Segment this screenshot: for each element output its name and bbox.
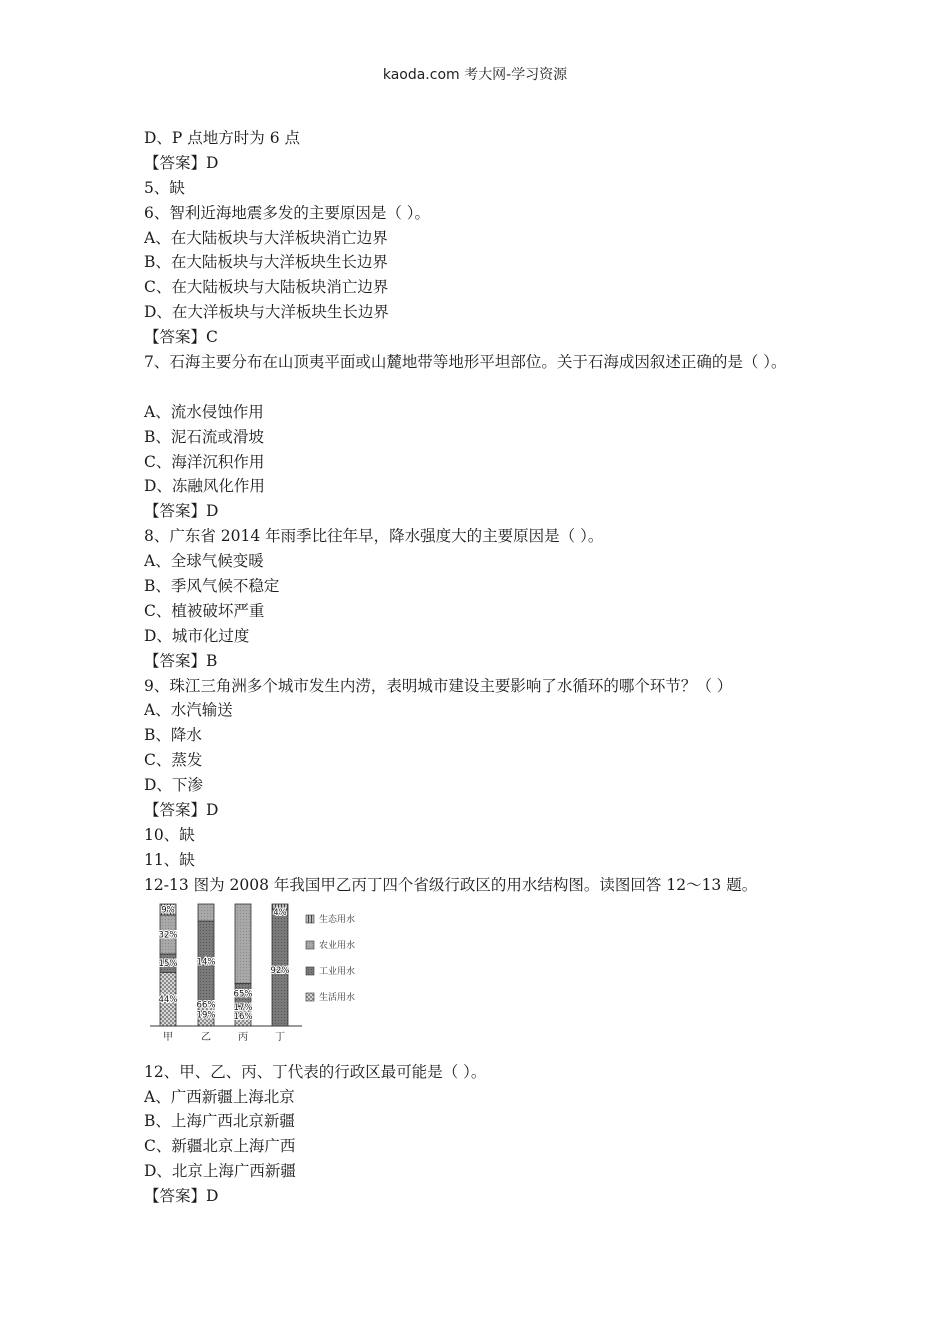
text-line: D、下渗 (144, 776, 203, 795)
text-line: 9、珠江三角洲多个城市发生内涝，表明城市建设主要影响了水循环的哪个环节？（ ） (144, 676, 733, 695)
text-line: 10、缺 (144, 825, 195, 844)
text-line: 【答案】C (144, 328, 218, 347)
text-line: 6、智利近海地震多发的主要原因是（ ）。 (144, 203, 431, 222)
text-line: C、蒸发 (144, 751, 203, 770)
data-label: 32% (158, 930, 178, 941)
data-label: 4% (273, 907, 287, 918)
text-line: B、降水 (144, 726, 202, 745)
category-label: 乙 (201, 1031, 211, 1043)
text-line: B、季风气候不稳定 (144, 577, 280, 596)
category-label: 甲 (163, 1031, 173, 1043)
legend-swatch (306, 915, 314, 923)
legend-swatch (306, 941, 314, 949)
legend-label: 工业用水 (319, 966, 356, 977)
text-line: C、在大陆板块与大陆板块消亡边界 (144, 278, 389, 297)
legend-label: 生活用水 (319, 992, 356, 1003)
data-label: 92% (270, 965, 290, 976)
text-line: D、城市化过度 (144, 626, 250, 645)
data-label: 17% (233, 1002, 253, 1013)
text-line: D、在大洋板块与大洋板块生长边界 (144, 303, 389, 322)
text-line: C、植被破坏严重 (144, 601, 265, 620)
data-label: 16% (233, 1011, 253, 1022)
text-line: C、新疆北京上海广西 (144, 1137, 296, 1156)
text-line: 12-13 图为 2008 年我国甲乙丙丁四个省级行政区的用水结构图。读图回答 12～13 题。 (144, 875, 758, 894)
text-line: D、P 点地方时为 6 点 (144, 129, 300, 147)
text-line: A、流水侵蚀作用 (144, 402, 264, 421)
data-label: 14% (196, 956, 216, 967)
text-line: 11、缺 (144, 850, 195, 869)
bar-segment (235, 904, 251, 983)
page-header: kaoda.com 考大网-学习资源 (382, 67, 568, 83)
data-label: 15% (158, 958, 178, 969)
water-use-chart (146, 900, 361, 1048)
chart-svg (146, 900, 361, 1048)
question-block-b (144, 400, 824, 898)
legend-label: 农业用水 (319, 940, 356, 951)
question-block-a (144, 126, 824, 375)
text-line: B、上海广西北京新疆 (144, 1112, 295, 1131)
text-line: 8、广东省 2014 年雨季比往年早，降水强度大的主要原因是（ ）。 (144, 527, 604, 546)
data-label: 9% (161, 905, 175, 916)
question-block-c (144, 1060, 824, 1209)
text-line: 【答案】B (144, 651, 218, 670)
category-label: 丙 (238, 1031, 248, 1043)
text-line: A、广西新疆上海北京 (144, 1087, 295, 1106)
text-line: 7、石海主要分布在山顶夷平面或山麓地带等地形平坦部位。关于石海成因叙述正确的是（ ）。 (144, 353, 787, 372)
data-label: 65% (233, 989, 253, 1000)
text-line: B、泥石流或滑坡 (144, 427, 264, 446)
blank-line (144, 375, 824, 400)
text-line: 5、缺 (144, 178, 185, 197)
text-line: C、海洋沉积作用 (144, 452, 265, 471)
data-label: 19% (196, 1010, 216, 1021)
text-line: 【答案】D (144, 801, 219, 820)
text-line: D、冻融风化作用 (144, 477, 265, 496)
text-line: B、在大陆板块与大洋板块生长边界 (144, 253, 388, 272)
text-line: D、北京上海广西新疆 (144, 1162, 296, 1181)
document-body (144, 126, 824, 1209)
legend-swatch (306, 993, 314, 1001)
text-line: 12、甲、乙、丙、丁代表的行政区最可能是（ ）。 (144, 1062, 487, 1081)
legend-label: 生态用水 (319, 914, 356, 925)
text-line: A、全球气候变暖 (144, 552, 264, 571)
data-label: 44% (158, 994, 178, 1005)
text-line: A、在大陆板块与大洋板块消亡边界 (144, 228, 388, 247)
text-line: A、水汽输送 (144, 701, 233, 720)
data-label: 66% (196, 1000, 216, 1011)
text-line: 【答案】D (144, 153, 219, 172)
bar-segment (198, 904, 214, 921)
text-line: 【答案】D (144, 1187, 219, 1206)
category-label: 丁 (275, 1031, 285, 1043)
legend-swatch (306, 967, 314, 975)
text-line: 【答案】D (144, 502, 219, 521)
